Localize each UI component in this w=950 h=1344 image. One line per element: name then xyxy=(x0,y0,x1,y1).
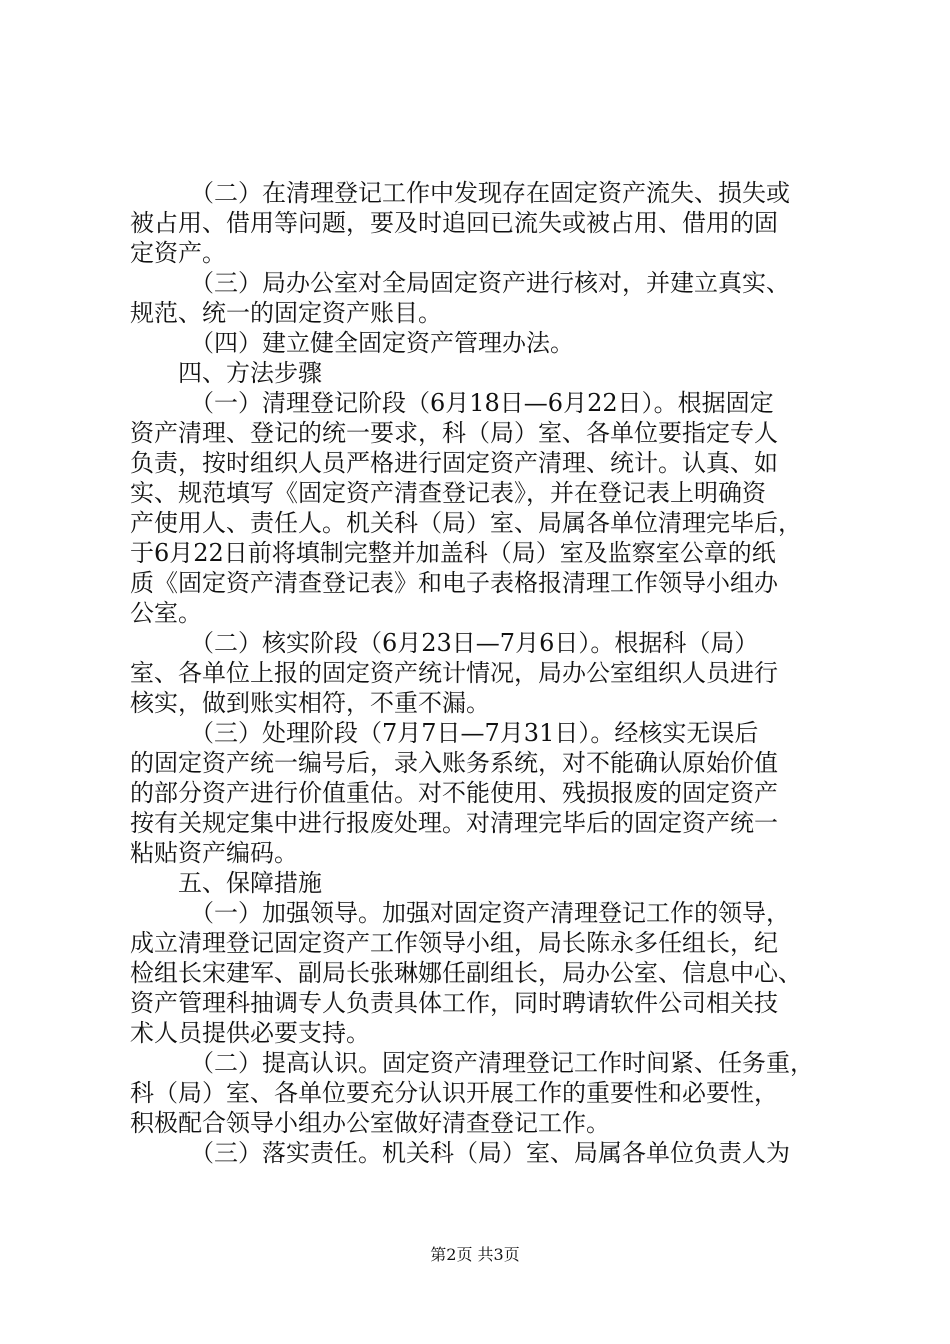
paragraph-line: （四）建立健全固定资产管理办法。 xyxy=(190,329,574,357)
paragraph-line: （三）局办公室对全局固定资产进行核对，并建立真实、 xyxy=(190,269,790,297)
paragraph-line: 积极配合领导小组办公室做好清查登记工作。 xyxy=(130,1109,610,1137)
paragraph-line: 的部分资产进行价值重估。对不能使用、残损报废的固定资产 xyxy=(130,779,778,807)
paragraph-line: 资产管理科抽调专人负责具体工作，同时聘请软件公司相关技 xyxy=(130,989,778,1017)
paragraph-line: 负责，按时组织人员严格进行固定资产清理、统计。认真、如 xyxy=(130,449,778,477)
paragraph-line: 术人员提供必要支持。 xyxy=(130,1019,370,1047)
paragraph-line: 室、各单位上报的固定资产统计情况，局办公室组织人员进行 xyxy=(130,659,778,687)
paragraph-line: 检组长宋建军、副局长张琳娜任副组长，局办公室、信息中心、 xyxy=(130,959,802,987)
paragraph-line: （三）处理阶段（7月7日—7月31日）。经核实无误后 xyxy=(190,719,759,747)
paragraph-line: （二）提高认识。固定资产清理登记工作时间紧、任务重， xyxy=(190,1049,814,1077)
paragraph-line: 按有关规定集中进行报废处理。对清理完毕后的固定资产统一 xyxy=(130,809,778,837)
paragraph-line: （一）清理登记阶段（6月18日—6月22日）。根据固定 xyxy=(190,389,774,417)
paragraph-line: 粘贴资产编码。 xyxy=(130,839,298,867)
paragraph-line: （三）落实责任。机关科（局）室、局属各单位负责人为 xyxy=(190,1139,790,1167)
paragraph-line: 资产清理、登记的统一要求，科（局）室、各单位要指定专人 xyxy=(130,419,778,447)
paragraph-line: （一）加强领导。加强对固定资产清理登记工作的领导， xyxy=(190,899,790,927)
paragraph-line: 公室。 xyxy=(130,599,202,627)
paragraph-line: 被占用、借用等问题，要及时追回已流失或被占用、借用的固 xyxy=(130,209,778,237)
paragraph-line: 产使用人、责任人。机关科（局）室、局属各单位清理完毕后， xyxy=(130,509,802,537)
paragraph-line: 核实，做到账实相符，不重不漏。 xyxy=(130,689,490,717)
section-heading: 五、保障措施 xyxy=(178,869,322,897)
page-number-footer: 第2页 共3页 xyxy=(430,1245,520,1264)
paragraph-line: 实、规范填写《固定资产清查登记表》，并在登记表上明确资 xyxy=(130,479,766,507)
paragraph-line: 的固定资产统一编号后，录入账务系统，对不能确认原始价值 xyxy=(130,749,778,777)
paragraph-line: 规范、统一的固定资产账目。 xyxy=(130,299,442,327)
paragraph-line: （二）在清理登记工作中发现存在固定资产流失、损失或 xyxy=(190,179,790,207)
section-heading: 四、方法步骤 xyxy=(178,359,322,387)
paragraph-line: （二）核实阶段（6月23日—7月6日）。根据科（局） xyxy=(190,629,759,657)
paragraph-line: 质《固定资产清查登记表》和电子表格报清理工作领导小组办 xyxy=(130,569,778,597)
paragraph-line: 定资产。 xyxy=(130,239,226,267)
document-body xyxy=(130,178,830,1168)
paragraph-line: 成立清理登记固定资产工作领导小组，局长陈永多任组长，纪 xyxy=(130,929,778,957)
paragraph-line: 科（局）室、各单位要充分认识开展工作的重要性和必要性， xyxy=(130,1079,778,1107)
paragraph-line: 于6月22日前将填制完整并加盖科（局）室及监察室公章的纸 xyxy=(130,539,776,567)
